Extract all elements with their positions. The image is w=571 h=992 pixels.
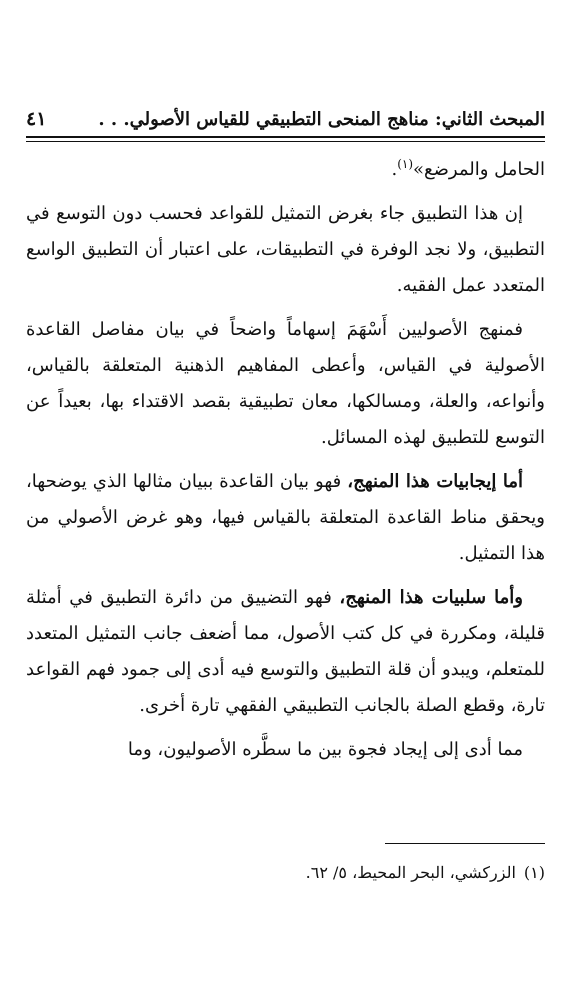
paragraph-text: الحامل والمرضع» [413, 159, 545, 180]
footnote-separator [385, 843, 545, 844]
paragraph-lead: أما إيجابيات هذا المنهج، [347, 471, 523, 492]
header-rule-thick [26, 136, 545, 138]
footnote-reference[interactable]: (١) [397, 157, 414, 171]
body-text [26, 152, 545, 776]
running-header [26, 96, 545, 130]
paragraph [26, 580, 545, 724]
footnote-marker: (١) [523, 863, 545, 882]
footnote-text: الزركشي، البحر المحيط، ٥/ ٦٢. [305, 863, 516, 882]
paragraph-text: فهو التضييق من دائرة التطبيق في أمثلة قليلة، ومكررة في كل كتب الأصول، مما أضعف جانب التمثيل المتعدد للمتعلم، ويبدو أن قلة التطبيق والتوسع فيه أدى إلى جمود فهم القواعد تارة، وقطع الصلة بالجانب التطبيقي الفقهي تارة أخرى. [26, 587, 545, 716]
paragraph: إن هذا التطبيق جاء بغرض التمثيل للقواعد فحسب دون التوسع في التطبيق، ولا نجد الوفرة في التطبيقات، على اعتبار أن التطبيق الواسع المتعدد عمل الفقيه. [26, 203, 545, 296]
paragraph-lead: وأما سلبيات هذا المنهج، [339, 587, 523, 608]
paragraph-continuation [26, 152, 545, 188]
page-number: ٤١ [26, 108, 47, 130]
footnote [26, 860, 545, 886]
paragraph: مما أدى إلى إيجاد فجوة بين ما سطَّره الأصوليون، وما [127, 739, 523, 760]
paragraph: فمنهج الأصوليين أَسْهَمَ إسهاماً واضحاً في بيان مفاصل القاعدة الأصولية في القياس، وأعطى المفاهيم الذهنية المتعلقة بالقياس، وأنواعه، والعلة، ومسالكها، معان تطبيقية بقصد الاقتداء بها، بعيداً عن التوسع للتطبيق لهذه المسائل. [26, 319, 545, 448]
paragraph [26, 464, 545, 572]
header-title: المبحث الثاني: مناهج المنحى التطبيقي للقياس الأصولي. . . [98, 109, 545, 130]
paragraph-end: . [391, 159, 398, 180]
paragraph-text: فهو بيان القاعدة ببيان مثالها الذي يوضحها، ويحقق مناط القاعدة المتعلقة بالقياس فيها، وهو غرض الأصولي من هذا التمثيل. [26, 471, 545, 564]
header-rule-thin [26, 141, 545, 142]
